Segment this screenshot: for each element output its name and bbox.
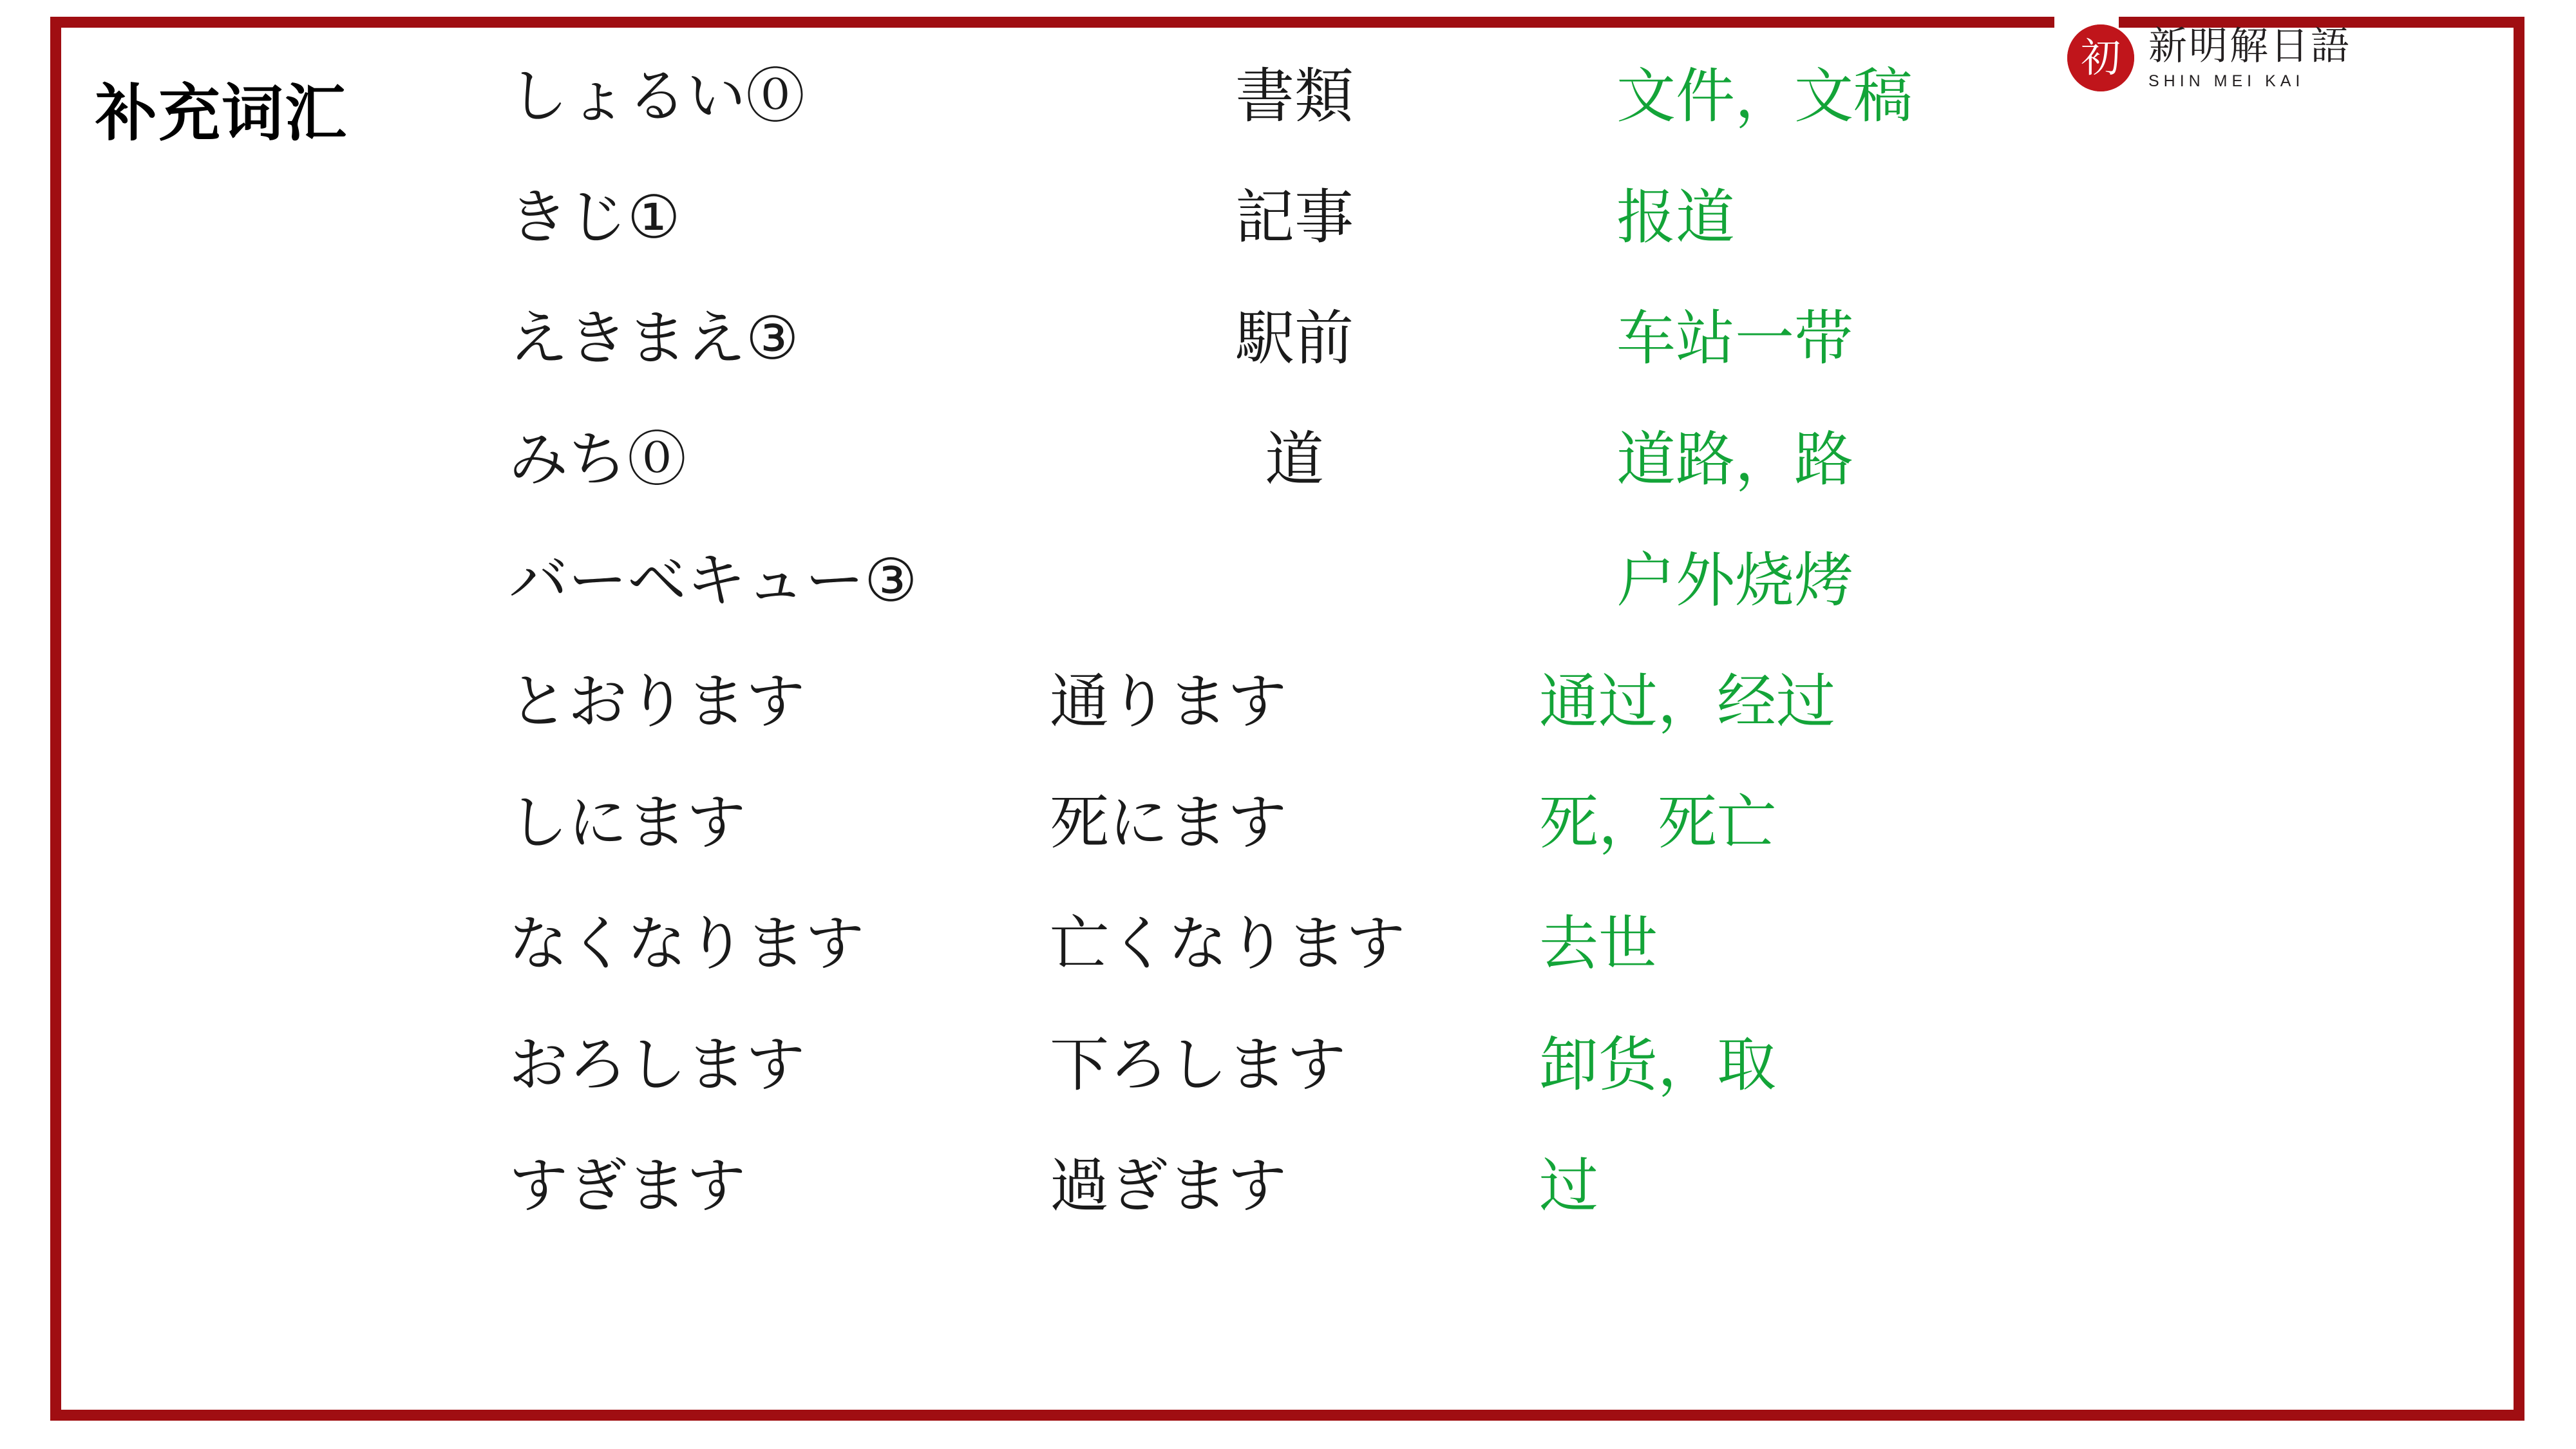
vocabulary-kana: しょるい⓪ [509,62,806,131]
vocabulary-row [509,184,2087,305]
logo-romaji-name: SHIN MEI KAI [2148,71,2305,90]
vocabulary-kanji: 駅前 [1235,304,1354,373]
vocabulary-kanji: 下ろします [1050,1030,1347,1099]
vocabulary-row [509,426,2087,547]
vocabulary-kana: なくなります [509,909,865,978]
vocabulary-row [509,668,2087,790]
vocabulary-chinese: 通过，经过 [1539,667,1836,736]
vocabulary-kana: えきまえ③ [509,304,799,373]
frame-border-left [50,17,61,1421]
vocabulary-kanji: 過ぎます [1050,1151,1287,1220]
vocabulary-kanji: 通ります [1050,667,1287,736]
logo-text-block [2148,23,2351,90]
vocabulary-chinese: 报道 [1616,183,1736,252]
vocabulary-kana: しにます [509,788,746,857]
vocabulary-row [509,1153,2087,1274]
vocabulary-row [509,547,2087,668]
vocabulary-kanji: 記事 [1235,183,1354,252]
brand-logo [2067,13,2415,103]
vocabulary-kanji: 亡くなります [1050,909,1406,978]
vocabulary-kana: きじ① [509,183,681,252]
vocabulary-list [509,63,2087,1274]
vocabulary-kana: とおります [509,667,806,736]
frame-border-bottom [50,1410,2524,1421]
vocabulary-chinese: 死，死亡 [1539,788,1777,857]
vocabulary-chinese: 户外烧烤 [1616,546,1854,615]
page-title: 补充词汇 [95,77,348,149]
vocabulary-kanji: 死にます [1050,788,1287,857]
vocabulary-kana: おろします [509,1030,806,1099]
vocabulary-row [509,1032,2087,1153]
vocabulary-kanji: 道 [1264,425,1324,494]
vocabulary-kanji: 書類 [1235,62,1354,131]
vocabulary-chinese: 文件，文稿 [1616,62,1913,131]
vocabulary-chinese: 车站一带 [1616,304,1854,373]
vocabulary-chinese: 道路，路 [1616,425,1854,494]
vocabulary-kana: みち⓪ [509,425,687,494]
vocabulary-row [509,911,2087,1032]
vocabulary-kana: バーベキュー③ [509,546,918,615]
vocabulary-kana: すぎます [509,1151,746,1220]
vocabulary-chinese: 卸货，取 [1539,1030,1777,1099]
logo-japanese-name: 新明解日語 [2148,23,2351,69]
vocabulary-chinese: 过 [1539,1151,1599,1220]
frame-border-top [50,17,2054,28]
vocabulary-row [509,790,2087,911]
vocabulary-row [509,305,2087,426]
frame-border-right [2514,17,2524,1421]
vocabulary-chinese: 去世 [1539,909,1658,978]
vocabulary-row [509,63,2087,184]
